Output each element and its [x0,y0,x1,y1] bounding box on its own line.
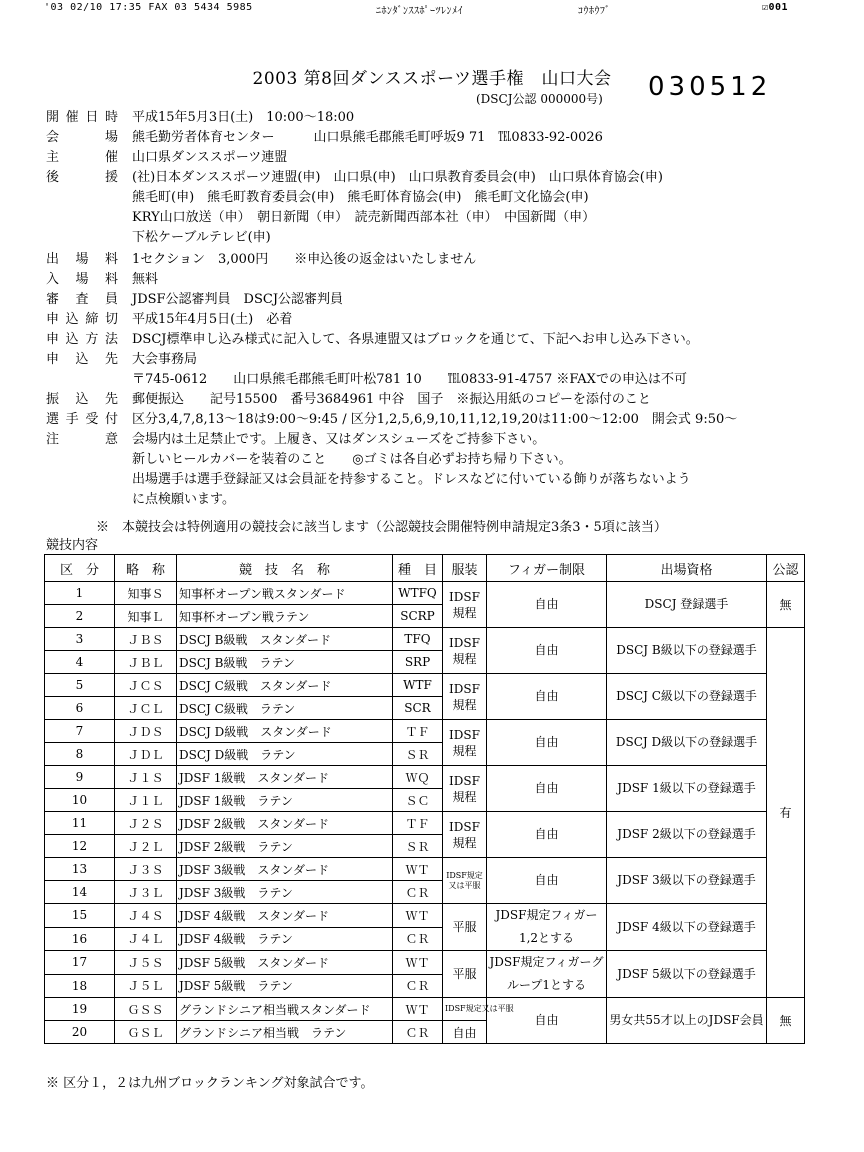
cell-qualification: JDSF 5級以下の登録選手 [607,951,767,998]
cell-number: 15 [45,904,115,928]
info-value: 〒745-0612 山口県熊毛郡熊毛町叶松781 10 ℡0833-91-4757 ※FAXでの申込は不可 [132,372,687,387]
cell-figure-limit: 自由 [487,998,607,1044]
cell-abbrev: Ｊ４Ｓ [115,904,177,928]
cell-event-name: JDSF 2級戦 スタンダード [177,812,393,835]
info-row [0,308,864,328]
cell-event-name: JDSF 3級戦 ラテン [177,881,393,904]
column-header: 競 技 名 称 [177,555,393,582]
cell-dance-code: SCRP [393,605,443,628]
cell-dance-code: ＷＴ [393,858,443,881]
cell-dress-code: IDSF規定又は平服 [443,858,487,904]
cell-event-name: JDSF 2級戦 ラテン [177,835,393,858]
fax-department: ｺｳﾎｳﾌﾞ [578,6,611,17]
cell-qualification: DSCJ B級以下の登録選手 [607,628,767,674]
info-label: 注意 [46,432,118,447]
info-label: 開催日時 [46,110,118,125]
info-value: 熊毛勤労者体育センター 山口県熊毛郡熊毛町呼坂9 71 ℡0833-92-0026 [132,130,603,145]
fax-header [0,0,864,16]
cell-number: 8 [45,743,115,766]
info-label: 出場料 [46,252,118,267]
table-row [45,858,805,881]
cell-dance-code: ＣＲ [393,974,443,998]
cell-figure-limit: 自由 [487,766,607,812]
info-row [0,166,864,186]
table-row [45,766,805,789]
cell-abbrev: ＪＤＳ [115,720,177,743]
cell-dance-code: ＴＦ [393,720,443,743]
cell-number: 18 [45,974,115,998]
info-value: 区分3,4,7,8,13～18は9:00～9:45 / 区分1,2,5,6,9,10,11,12,19,20は11:00～12:00 開会式 9:50～ [132,412,738,427]
cell-qualification: 男女共55才以上のJDSF会員 [607,998,767,1044]
cell-abbrev: Ｊ２Ｌ [115,835,177,858]
cell-abbrev: Ｊ２Ｓ [115,812,177,835]
info-row [0,408,864,428]
cell-event-name: JDSF 3級戦 スタンダード [177,858,393,881]
cell-number: 7 [45,720,115,743]
cell-event-name: JDSF 1級戦 スタンダード [177,766,393,789]
cell-dance-code: ＣＲ [393,927,443,951]
cell-abbrev: ＪＣＬ [115,697,177,720]
cell-qualification: JDSF 3級以下の登録選手 [607,858,767,904]
cell-dance-code: ＷＴ [393,998,443,1021]
fax-sender-line: '03 02/10 17:35 FAX 03 5434 5985 [44,2,253,13]
cell-qualification: JDSF 1級以下の登録選手 [607,766,767,812]
cell-dance-code: ＷＱ [393,766,443,789]
cell-dance-code: SRP [393,651,443,674]
info-label: 入場料 [46,272,118,287]
cell-abbrev: Ｊ３Ｌ [115,881,177,904]
cell-number: 10 [45,789,115,812]
cell-number: 4 [45,651,115,674]
info-row [0,248,864,268]
cell-event-name: DSCJ B級戦 ラテン [177,651,393,674]
column-header: 種 目 [393,555,443,582]
info-value: 無料 [132,272,159,287]
info-label: 選手受付 [46,412,118,427]
cell-abbrev: Ｊ３Ｓ [115,858,177,881]
cell-dress-code: 平服 [443,904,487,951]
table-row [45,720,805,743]
info-label: 申込締切 [46,312,118,327]
info-row [0,268,864,288]
cell-abbrev: Ｊ１Ｌ [115,789,177,812]
cell-event-name: JDSF 1級戦 ラテン [177,789,393,812]
info-label: 振込先 [46,392,118,407]
info-value: (社)日本ダンススポーツ連盟(申) 山口県(申) 山口県教育委員会(申) 山口県体育協会(申) [132,170,663,185]
info-row [0,468,864,488]
special-note: ※ 本競技会は特例適用の競技会に該当します（公認競技会開催特例申請規定3条3・5項に該当） [96,520,667,535]
cell-number: 14 [45,881,115,904]
info-value: 山口県ダンススポーツ連盟 [132,150,288,165]
cell-abbrev: 知事Ｌ [115,605,177,628]
cell-abbrev: 知事Ｓ [115,582,177,605]
cell-dance-code: ＳＣ [393,789,443,812]
cell-dress-code: IDSF規定又は平服 [443,998,487,1021]
cell-qualification: DSCJ D級以下の登録選手 [607,720,767,766]
cell-dress-code: IDSF規程 [443,628,487,674]
cell-number: 20 [45,1021,115,1044]
info-row [0,226,864,246]
cell-qualification: DSCJ 登録選手 [607,582,767,628]
cell-abbrev: Ｊ１Ｓ [115,766,177,789]
cell-official: 無 [767,998,805,1044]
cell-event-name: グランドシニア相当戦 ラテン [177,1021,393,1044]
cell-official: 無 [767,582,805,628]
cell-dance-code: ＷＴ [393,951,443,975]
cell-abbrev: ＪＢＬ [115,651,177,674]
cell-number: 9 [45,766,115,789]
cell-abbrev: ＪＣＳ [115,674,177,697]
cell-dress-code: IDSF規程 [443,720,487,766]
info-row [0,348,864,368]
info-label: 申込先 [46,352,118,367]
cell-dance-code: TFQ [393,628,443,651]
info-row [0,388,864,408]
table-row [45,951,805,975]
fax-page-number: ☑001 [762,2,789,13]
document-subtitle: (DSCJ公認 000000号) [476,92,603,106]
cell-dance-code: ＣＲ [393,1021,443,1044]
column-header: 区 分 [45,555,115,582]
cell-event-name: DSCJ C級戦 ラテン [177,697,393,720]
table-row [45,904,805,928]
cell-abbrev: ＧＳＬ [115,1021,177,1044]
cell-number: 11 [45,812,115,835]
info-label: 会場 [46,130,118,145]
info-row [0,206,864,226]
info-row [0,448,864,468]
document-title: 2003 第8回ダンススポーツ選手権 山口大会 [252,69,612,89]
cell-number: 5 [45,674,115,697]
info-row [0,488,864,508]
info-value: 1セクション 3,000円 ※申込後の返金はいたしません [132,252,477,267]
cell-event-name: 知事杯オープン戦ラテン [177,605,393,628]
table-header-row [45,555,805,582]
cell-event-name: JDSF 4級戦 ラテン [177,927,393,951]
info-value: 熊毛町(申) 熊毛町教育委員会(申) 熊毛町体育協会(申) 熊毛町文化協会(申) [132,190,589,205]
cell-abbrev: ＪＤＬ [115,743,177,766]
table-row [45,628,805,651]
cell-qualification: JDSF 4級以下の登録選手 [607,904,767,951]
cell-dress-code: IDSF規程 [443,766,487,812]
cell-dance-code: ＷＴ [393,904,443,928]
cell-event-name: DSCJ D級戦 スタンダード [177,720,393,743]
cell-event-name: JDSF 5級戦 ラテン [177,974,393,998]
cell-figure-limit: 自由 [487,628,607,674]
cell-event-name: DSCJ C級戦 スタンダード [177,674,393,697]
cell-number: 16 [45,927,115,951]
cell-number: 6 [45,697,115,720]
cell-number: 19 [45,998,115,1021]
cell-abbrev: Ｊ５Ｓ [115,951,177,975]
cell-dance-code: WTF [393,674,443,697]
info-label: 審査員 [46,292,118,307]
cell-abbrev: ＧＳＳ [115,998,177,1021]
table-row [45,582,805,605]
cell-abbrev: Ｊ４Ｌ [115,927,177,951]
info-value: KRY山口放送（申） 朝日新聞（申） 読売新聞西部本社（申） 中国新聞（申） [132,210,596,225]
table-row [45,998,805,1021]
info-row [0,368,864,388]
info-label: 後援 [46,170,118,185]
info-row [0,106,864,126]
cell-figure-limit: 自由 [487,674,607,720]
column-header: 出場資格 [607,555,767,582]
info-row [0,328,864,348]
info-row [0,288,864,308]
info-value: 会場内は土足禁止です。上履き、又はダンスシューズをご持参下さい。 [132,432,546,447]
info-row [0,126,864,146]
cell-figure-limit: 自由 [487,858,607,904]
cell-dance-code: ＳＲ [393,743,443,766]
column-header: 略 称 [115,555,177,582]
cell-number: 17 [45,951,115,975]
info-value: 新しいヒールカバーを装着のこと ◎ゴミは各自必ずお持ち帰り下さい。 [132,452,572,467]
cell-abbrev: Ｊ５Ｌ [115,974,177,998]
cell-event-name: 知事杯オープン戦スタンダード [177,582,393,605]
info-value: 平成15年5月3日(土) 10:00～18:00 [132,110,355,125]
column-header: 公認 [767,555,805,582]
column-header: フィガー制限 [487,555,607,582]
info-value: 下松ケーブルテレビ(申) [132,230,271,245]
cell-figure-limit: JDSF規定フィガー1,2とする [487,904,607,951]
cell-dress-code: IDSF規程 [443,582,487,628]
info-label: 申込方法 [46,332,118,347]
cell-dance-code: WTFQ [393,582,443,605]
info-value: に点検願います。 [132,492,235,507]
cell-figure-limit: 自由 [487,582,607,628]
cell-qualification: JDSF 2級以下の登録選手 [607,812,767,858]
cell-dress-code: IDSF規程 [443,812,487,858]
info-value: 郵便振込 記号15500 番号3684961 中谷 国子 ※振込用紙のコピーを添付のこと [132,392,651,407]
column-header: 服装 [443,555,487,582]
cell-number: 13 [45,858,115,881]
events-table [44,554,805,1044]
info-label: 主催 [46,150,118,165]
cell-dance-code: ＳＲ [393,835,443,858]
table-row [45,812,805,835]
document-number: 030512 [648,72,772,102]
footer-note: ※ 区分１，２は九州ブロックランキング対象試合です。 [46,1076,374,1091]
cell-event-name: DSCJ D級戦 ラテン [177,743,393,766]
table-row [45,674,805,697]
info-value: 出場選手は選手登録証又は会員証を持参すること。ドレスなどに付いている飾りが落ちないよう [132,472,691,487]
table-caption: 競技内容 [46,538,99,553]
cell-number: 12 [45,835,115,858]
cell-dance-code: ＣＲ [393,881,443,904]
info-value: JDSF公認審判員 DSCJ公認審判員 [132,292,344,307]
cell-number: 2 [45,605,115,628]
info-row [0,186,864,206]
cell-dress-code: 自由 [443,1021,487,1044]
cell-dance-code: ＴＦ [393,812,443,835]
cell-dance-code: SCR [393,697,443,720]
cell-qualification: DSCJ C級以下の登録選手 [607,674,767,720]
cell-event-name: グランドシニア相当戦スタンダード [177,998,393,1021]
cell-number: 3 [45,628,115,651]
cell-dress-code: IDSF規程 [443,674,487,720]
cell-dress-code: 平服 [443,951,487,998]
info-row [0,146,864,166]
table-body [45,582,805,1044]
cell-event-name: JDSF 4級戦 スタンダード [177,904,393,928]
cell-figure-limit: 自由 [487,720,607,766]
cell-number: 1 [45,582,115,605]
cell-figure-limit: 自由 [487,812,607,858]
cell-abbrev: ＪＢＳ [115,628,177,651]
info-value: DSCJ標準申し込み様式に記入して、各県連盟又はブロックを通じて、下記へお申し込み下さい。 [132,332,699,347]
cell-figure-limit: JDSF規定フィガーグループ1とする [487,951,607,998]
info-row [0,428,864,448]
cell-event-name: DSCJ B級戦 スタンダード [177,628,393,651]
cell-event-name: JDSF 5級戦 スタンダード [177,951,393,975]
cell-official: 有 [767,628,805,998]
fax-sender-name: ﾆﾎﾝﾀﾞﾝｽｽﾎﾟｰﾂﾚﾝﾒｲ [376,6,463,17]
info-value: 大会事務局 [132,352,198,367]
info-value: 平成15年4月5日(土) 必着 [132,312,293,327]
